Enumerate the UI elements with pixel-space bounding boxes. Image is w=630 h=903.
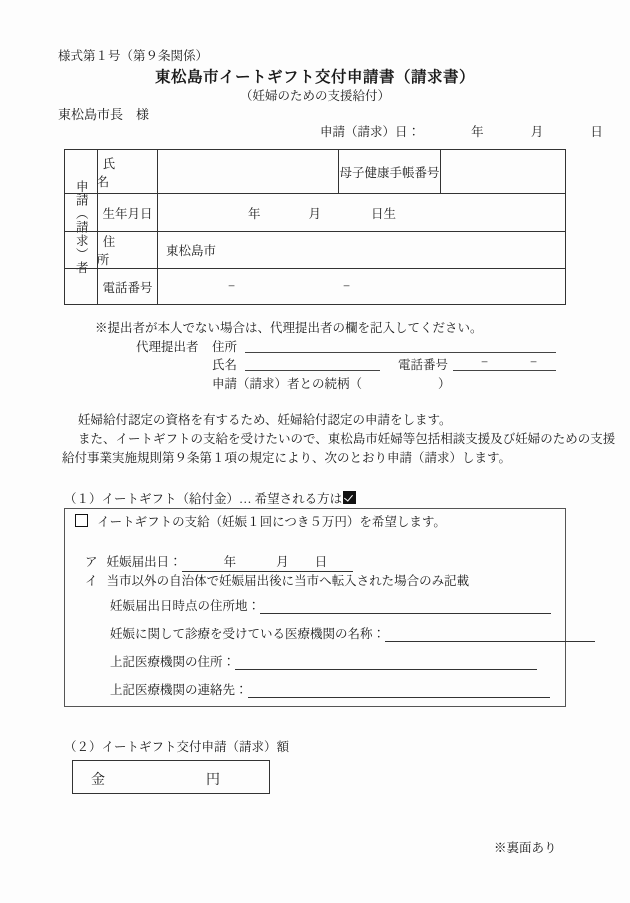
- table-row: [65, 194, 565, 232]
- item-b-text: 当市以外の自治体で妊娠届出後に当市へ転入された場合のみ記載: [106, 574, 470, 588]
- name-value-field[interactable]: [158, 150, 339, 193]
- field-hospital-address-label: 上記医療機関の住所：: [110, 655, 236, 669]
- field-hospital-contact-label: 上記医療機関の連絡先：: [110, 683, 248, 697]
- item-b-row: [85, 571, 469, 589]
- page-subtitle: （妊婦のための支援給付）: [239, 89, 390, 103]
- application-date-month-unit: 月: [530, 125, 544, 139]
- form-number: 様式第１号（第９条関係）: [58, 49, 209, 63]
- telephone-dash-2: −: [343, 279, 351, 293]
- unchecked-checkbox-icon[interactable]: [75, 514, 88, 527]
- amount-box[interactable]: [72, 760, 270, 794]
- field-hospital-name: [110, 624, 595, 642]
- proxy-section-title: 代理提出者: [136, 340, 199, 354]
- table-row: [65, 150, 565, 194]
- telephone-label: 電話番号: [98, 269, 158, 304]
- item-a-date-input[interactable]: [182, 552, 354, 572]
- amount-suffix-label: 円: [206, 773, 220, 788]
- section-1-heading-text: （１）イートギフト（給付金）… 希望される方は: [64, 492, 343, 506]
- proxy-name-label: 氏名: [212, 358, 238, 372]
- wish-checkbox-label: イートギフトの支給（妊娠１回につき５万円）を希望します。: [97, 515, 446, 529]
- application-date-line: [320, 122, 603, 140]
- telephone-value-field[interactable]: [158, 269, 630, 304]
- proxy-telephone-dash-1: −: [481, 355, 489, 369]
- wish-checkbox-row[interactable]: [75, 512, 446, 530]
- footer-note: ※裏面あり: [494, 841, 557, 855]
- proxy-name-input[interactable]: [245, 370, 380, 371]
- field-address-at-report-input[interactable]: [260, 599, 551, 614]
- item-a-year-unit: 年: [223, 555, 237, 569]
- table-row: [65, 269, 565, 304]
- applicant-vertical-label-text: 申請（請求）者: [74, 179, 89, 275]
- application-date-label: 申請（請求）日：: [320, 125, 421, 139]
- item-b-marker: イ: [85, 574, 98, 588]
- field-address-at-report-label: 妊娠届出日時点の住所地：: [110, 599, 261, 613]
- birthdate-label: 生年月日: [98, 194, 158, 231]
- addressee: 東松島市長 様: [58, 107, 150, 122]
- application-date-year-unit: 年: [471, 125, 484, 139]
- field-hospital-address: [110, 652, 537, 670]
- birthdate-month-unit: 月: [308, 206, 322, 221]
- proxy-address-label: 住所: [212, 340, 238, 354]
- section-1-heading: [64, 489, 356, 507]
- proxy-telephone-label: 電話番号: [398, 358, 449, 372]
- proxy-relation-label: 申請（請求）者との続柄（: [212, 377, 363, 391]
- proxy-telephone-dash-2: −: [530, 355, 538, 369]
- item-a-marker: ア: [85, 555, 98, 569]
- item-a-label: 妊娠届出日：: [106, 555, 182, 569]
- field-hospital-name-input[interactable]: [385, 627, 595, 642]
- proxy-note: ※提出者が本人でない場合は、代理提出者の欄を記入してください。: [95, 321, 483, 335]
- checked-checkbox-icon: [343, 491, 356, 504]
- birthdate-day-unit: 日生: [371, 206, 397, 221]
- field-hospital-address-input[interactable]: [235, 655, 537, 670]
- maternal-handbook-number-label: 母子健康手帳番号: [339, 150, 441, 193]
- item-a-day-unit: 日: [314, 555, 328, 569]
- field-hospital-contact-input[interactable]: [248, 683, 550, 698]
- proxy-relation-field[interactable]: [212, 374, 451, 392]
- page-title: 東松島市イートギフト交付申請書（請求書）: [154, 69, 475, 86]
- field-hospital-contact: [110, 680, 550, 698]
- field-address-at-report: [110, 596, 551, 614]
- proxy-address-input[interactable]: [245, 352, 556, 353]
- name-label: 氏 名: [98, 150, 158, 193]
- item-a-row: [85, 552, 353, 572]
- birthdate-value-field[interactable]: [158, 194, 565, 231]
- table-row: [65, 232, 565, 269]
- item-a-month-unit: 月: [276, 555, 289, 569]
- proxy-relation-close-paren: ）: [438, 377, 451, 391]
- birthdate-year-unit: 年: [248, 206, 261, 221]
- amount-prefix-label: 金: [91, 773, 105, 788]
- address-label: 住 所: [98, 232, 158, 268]
- body-paragraph-1: 妊婦給付認定の資格を有するため、妊婦給付認定の申請をします。: [78, 413, 452, 427]
- telephone-dash-1: −: [228, 279, 236, 293]
- field-hospital-name-label: 妊娠に関して診療を受けている医療機関の名称：: [110, 627, 386, 641]
- maternal-handbook-number-field[interactable]: [441, 150, 565, 193]
- body-paragraph-3: 給付事業実施規則第９条第１項の規定により、次のとおり申請（請求）します。: [62, 451, 512, 465]
- body-paragraph-2: また、イートギフトの支給を受けたいので、東松島市妊婦等包括相談支援及び妊婦のための支援: [78, 432, 616, 446]
- address-value-field[interactable]: 東松島市: [166, 244, 217, 258]
- application-date-day-unit: 日: [590, 125, 603, 139]
- applicant-table: [64, 149, 566, 305]
- section-2-heading: （２）イートギフト交付申請（請求）額: [64, 740, 290, 754]
- proxy-telephone-input[interactable]: [453, 370, 556, 371]
